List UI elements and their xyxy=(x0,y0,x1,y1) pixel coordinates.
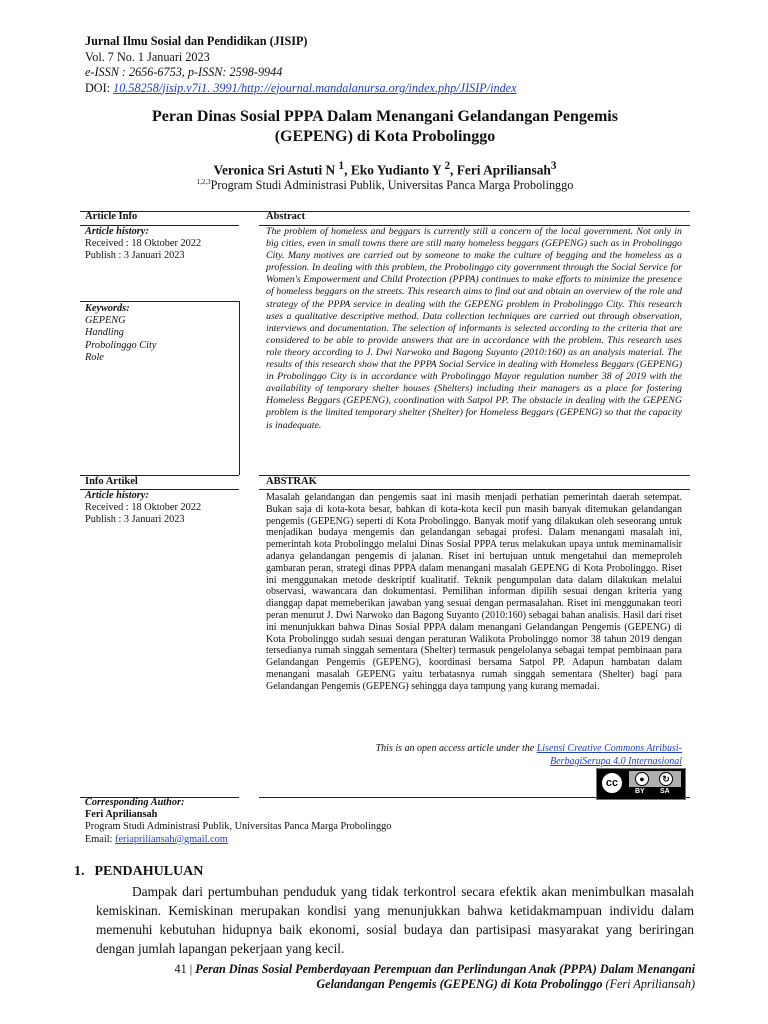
license-link-2[interactable]: BerbagiSerupa 4.0 Internasional xyxy=(550,755,682,767)
article-info-header: Article Info xyxy=(85,211,138,222)
author-3: , Feri Apriliansah xyxy=(450,162,551,178)
history-label: Article history: xyxy=(85,226,149,237)
badge-icon-strip xyxy=(629,771,681,787)
doi-label: DOI: xyxy=(85,80,114,95)
keywords-block xyxy=(85,303,156,364)
publish-date: Publish : 3 Januari 2023 xyxy=(85,514,185,526)
journal-issn: e-ISSN : 2656-6753, p-ISSN: 2598-9944 xyxy=(85,65,283,79)
footer-line-1 xyxy=(85,962,695,977)
section-paragraph: Dampak dari pertumbuhan penduduk yang tidak terkontrol secara efektik akan menimbulkan masalah kemiskinan. Kemiskinan merupakan kondisi yang menunjukkan bahwa ketidakmampuan individu dalam memenuhi kebutuhan hidupnya baik ekonomi, sosial budaya dan partisipasi masyarakat yang beriringan dengan jumlah lapangan pekerjaan yang kecil. xyxy=(96,884,694,956)
title-line-1: Peran Dinas Sosial PPPA Dalam Menangani Gelandangan Pengemis xyxy=(152,108,618,125)
affiliation-text: Program Studi Administrasi Publik, Universitas Panca Marga Probolinggo xyxy=(210,178,574,193)
history-rule xyxy=(80,301,239,302)
affiliation xyxy=(85,178,685,193)
footer-author: (Feri Apriliansah) xyxy=(605,977,695,991)
footer-line-2 xyxy=(85,977,695,992)
journal-doi xyxy=(85,81,517,97)
history-label: Article history: xyxy=(85,490,149,501)
corresponding-email xyxy=(85,834,391,846)
received-date: Received : 18 Oktober 2022 xyxy=(85,502,202,514)
author-3-sup: 3 xyxy=(550,160,557,172)
journal-header xyxy=(85,34,517,96)
author-1-sup: 1 xyxy=(338,160,345,172)
section-heading xyxy=(74,864,203,880)
title-line-2: (GEPENG) di Kota Probolinggo xyxy=(274,128,496,145)
author-2: , Eko Yudianto Y xyxy=(344,162,445,178)
keyword-item: Role xyxy=(85,351,104,363)
footer-title-1: Peran Dinas Sosial Pemberdayaan Perempuan dan Perlindungan Anak (PPPA) Dalam Menangani xyxy=(195,962,695,976)
email-label: Email: xyxy=(85,833,116,845)
abstrak-header: ABSTRAK xyxy=(266,476,317,487)
page-footer xyxy=(85,962,695,992)
journal-name: Jurnal Ilmu Sosial dan Pendidikan (JISIP) xyxy=(85,34,308,48)
section-title: PENDAHULUAN xyxy=(94,864,204,879)
corresponding-label: Corresponding Author: xyxy=(85,797,185,808)
person-icon: ● xyxy=(635,772,649,786)
author-list xyxy=(85,160,685,178)
author-2-sup: 2 xyxy=(444,160,451,172)
section-number: 1. xyxy=(74,864,85,879)
footer-title-2: Gelandangan Pengemis (GEPENG) di Kota Probolinggo xyxy=(316,977,606,991)
abstrak-header-rule xyxy=(259,489,690,490)
article-title xyxy=(90,107,680,147)
journal-volume: Vol. 7 No. 1 Januari 2023 xyxy=(85,49,210,64)
email-link[interactable]: feriapriliansah@gmail.com xyxy=(115,833,228,845)
info-artikel-header: Info Artikel xyxy=(85,476,138,487)
affiliation-sup: 1,2,3 xyxy=(196,178,211,186)
article-history-id xyxy=(85,490,201,527)
keyword-item: Handling xyxy=(85,327,124,339)
keyword-item: Probolinggo City xyxy=(85,339,157,351)
author-1: Veronica Sri Astuti N xyxy=(213,162,339,178)
keywords-label: Keywords: xyxy=(85,303,130,314)
keywords-divider xyxy=(239,301,240,475)
by-label: BY xyxy=(635,788,645,795)
received-date: Received : 18 Oktober 2022 xyxy=(85,238,202,250)
license-note xyxy=(300,743,682,768)
publish-date: Publish : 3 Januari 2023 xyxy=(85,250,185,262)
keyword-item: GEPENG xyxy=(85,315,126,327)
corresponding-affiliation: Program Studi Administrasi Publik, Universitas Panca Marga Probolinggo xyxy=(85,821,392,833)
abstract-en-text: The problem of homeless and beggars is currently still a concern of the local government. Not only in big cities, even in small towns there are still many homeless beggars (GEPENG) such as in Probolinggo City. Many motives are carried out by someone to make the culture of begging and the homeless as a profession. In dealing with this problem, the Probolinggo city government through the Social Service for Women's Empowerment and Child Protection (PPPA) continues to make efforts to minimize the presence of homeless beggars on the streets. This research aims to find out and obtain an overview of the role and strategy of the PPPA service in dealing with the GEPENG problem in Probolinggo City. This research uses a qualitative descriptive method. Data collection techniques are carried out through observation, interviews and documentation. The selection of informants is selected according to the criteria that are considered to be able to provide answers that are in accordance with the problem. This research uses role theory according to J. Dwi Narwoko and Bagong Suyanto (2010:160) as an analysis material. The results of this research show that the PPPA Social Service in dealing with Homeless Beggars (GEPENG) in Probolinggo City is in accordance with Probolinggo Mayor regulation number 38 of 2019 with the availability of temporary shelter houses (Shelters) including their managers as a place for fostering Homeless Beggars (GEPENG), coordination with Satpol PP. The obstacle in dealing with the GEPENG problem is the limited temporary shelter (Shelter) for Homeless Beggars (GEPENG) so that the capacity is inadequate. xyxy=(266,226,682,431)
license-link-1[interactable]: Lisensi Creative Commons Atribusi- xyxy=(536,743,682,754)
license-prefix: This is an open access article under the xyxy=(375,743,537,754)
abstract-end-rule xyxy=(259,475,690,476)
sa-label: SA xyxy=(660,788,670,795)
abstract-id-text: Masalah gelandangan dan pengemis saat ini masih menjadi perhatian pemerintah daerah setempat. Bukan saja di kota-kota besar, bahkan di kota-kota kecil pun masih banyak ditemukan gelandangan pengemis (GEPENG) seperti di Kota Probolinggo. Banyak motif yang dilakukan oleh seseorang untuk menjadikan budaya mengemis dan gelandangan sebagai profesi. Dalam menangani masalah ini, pemerintah kota Probolinggo melalui Dinas Sosial PPPA terus melakukan upaya untuk meminamalisir adanya gelandangan pengemis di jalanan. Riset ini bertujuan untuk mengetahui dan memeproleh gambaran peran, strategi dinas PPPA dalam menangani masalah GEPENG di Kota Probolinggo. Riset ini menggunakan metode deskriptif kualitatif. Teknik pengumpulan data dalam dilakukan melalui observasi, wawancara dan dokumentasi. Pemilihan informan dipilih sesuai dengan kriteria yang dianggap dapat memeberikan jawaban yang sesuai dengan permasalahan. Riset ini menggunakan teori peran menurut J. Dwi Narwoko dan Bagong Suyanto (2010:160) sebagai bahan analisis. Hasil dari riset ini menunjukkan bahwa Dinas Sosial PPPA dalam menangani Gelandangan Pengemis (GEPENG) di Kota Probolinggo sudah sesuai dengan peraturan Walikota Probolinggo nomor 38 tahun 2019 dengan tersedianya rumah singgah sementara (Shelter) termasuk pengelolanya sebagai tempat pembinaan para Gelandangan Pengemis (GEPENG), koordinasi bersama Satpol PP. Adapun hambatan dalam menangani masalah GEPENG yaitu terbatasnya rumah singgah sementara (Shelter) bagi para Gelandangan Pengemis (GEPENG) sehingga daya tampung yang kurang memadai. xyxy=(266,492,682,692)
corresponding-author xyxy=(85,797,391,846)
share-alike-icon: ↻ xyxy=(659,772,673,786)
abstract-header: Abstract xyxy=(266,211,306,222)
article-history-en xyxy=(85,226,201,263)
cc-by-sa-badge[interactable] xyxy=(596,768,686,800)
page-number: 41 | xyxy=(174,962,196,976)
doi-link[interactable]: 10.58258/jisip.v7i1. 3991/http://ejournal.mandalanursa.org/index.php/JISIP/index xyxy=(113,80,517,95)
corresponding-name: Feri Apriliansah xyxy=(85,809,158,821)
table-top-rule xyxy=(80,211,690,212)
cc-icon: cc xyxy=(600,771,624,795)
